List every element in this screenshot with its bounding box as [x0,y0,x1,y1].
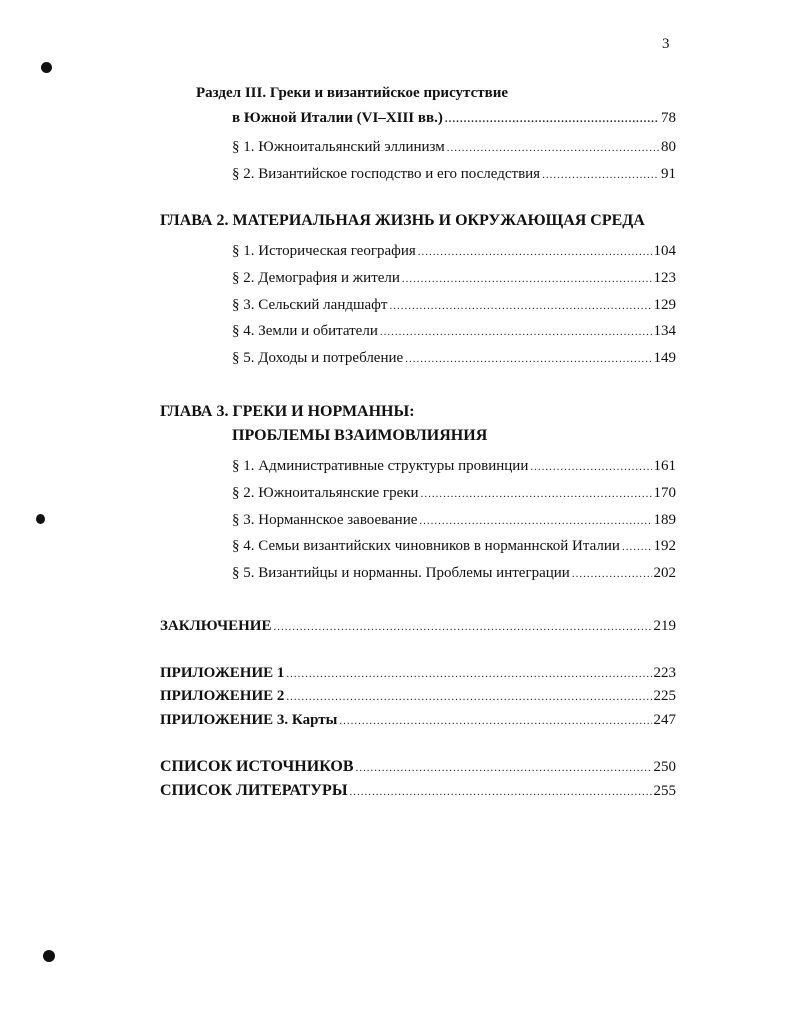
toc-entry-label: ПРИЛОЖЕНИЕ 1 [160,665,285,681]
chapter2-title: ГЛАВА 2. МАТЕРИАЛЬНАЯ ЖИЗНЬ И ОКРУЖАЮЩАЯ СРЕДА [160,212,645,229]
toc-entry-page: 189 [653,512,676,528]
dot-leader [418,246,652,258]
dot-leader [419,515,651,527]
toc-entry-label: ПРИЛОЖЕНИЕ 3. Карты [160,712,338,728]
dot-leader [286,668,651,680]
punch-hole-icon [43,950,55,962]
toc-entry[interactable] [232,243,676,260]
toc-entry-page: 202 [653,565,676,581]
toc-entry-page: 134 [653,323,676,339]
toc-entry-label: § 1. Административные структуры провинции [232,458,529,474]
toc-entry-label: § 3. Норманнское завоевание [232,512,418,528]
toc-entry-literature[interactable] [160,782,676,800]
toc-entry-page: 255 [653,783,676,799]
toc-entry-label: в Южной Италии (VI–XIII вв.) [232,110,443,126]
dot-leader [350,786,652,798]
toc-entry-label: § 5. Византийцы и норманны. Проблемы интеграции [232,565,570,581]
toc-entry-sources[interactable] [160,758,676,776]
toc-entry[interactable] [232,139,676,156]
dot-leader [380,326,652,338]
toc-entry[interactable] [232,297,676,314]
toc-entry[interactable] [232,166,676,183]
toc-entry-label: § 1. Южноитальянский эллинизм [232,139,445,155]
toc-entry-label: § 2. Южноитальянские греки [232,485,419,501]
dot-leader [402,273,652,285]
toc-entry-page: 225 [653,688,676,704]
toc-entry-label: § 2. Демография и жители [232,270,400,286]
dot-leader [445,113,659,125]
toc-entry[interactable] [232,270,676,287]
toc-entry-appendix[interactable] [160,665,676,682]
dot-leader [572,568,652,580]
toc-entry-label: ПРИЛОЖЕНИЕ 2 [160,688,285,704]
dot-leader [405,353,651,365]
toc-entry-page: 223 [653,665,676,681]
toc-entry[interactable] [232,565,676,582]
toc-entry-page: 250 [653,759,676,775]
punch-hole-icon [36,514,45,524]
toc-entry-appendix[interactable] [160,688,676,705]
toc-entry-label: СПИСОК ЛИТЕРАТУРЫ [160,782,348,799]
section3-title: Раздел III. Греки и византийское присутствие [196,85,509,101]
toc-entry[interactable] [232,458,676,475]
dot-leader [286,691,651,703]
toc-entry[interactable] [232,323,676,340]
toc-entry[interactable] [232,538,676,555]
toc-entry[interactable] [232,485,676,502]
toc-entry-label: ЗАКЛЮЧЕНИЕ [160,618,272,634]
toc-entry-label: § 2. Византийское господство и его последствия [232,166,541,182]
toc-entry-section3[interactable] [232,110,676,127]
toc-entry-label: СПИСОК ИСТОЧНИКОВ [160,758,354,775]
toc-entry-page: 129 [653,297,676,313]
dot-leader [447,142,659,154]
punch-hole-icon [41,62,52,73]
toc-entry-page: 123 [653,270,676,286]
chapter3-title: ГЛАВА 3. ГРЕКИ И НОРМАННЫ: [160,403,415,420]
toc-entry-label: § 4. Земли и обитатели [232,323,378,339]
dot-leader [542,169,659,181]
toc-entry-page: 104 [653,243,676,259]
toc-entry-page: 247 [653,712,676,728]
toc-entry-page: 192 [653,538,676,554]
toc-entry-conclusion[interactable] [160,618,676,635]
toc-entry[interactable] [232,350,676,367]
dot-leader [339,715,651,727]
toc-entry-page: 78 [661,110,676,126]
dot-leader [622,541,652,553]
toc-entry-label: § 3. Сельский ландшафт [232,297,388,313]
toc-entry-page: 91 [661,166,676,182]
dot-leader [389,300,651,312]
toc-entry-page: 149 [653,350,676,366]
toc-entry-page: 161 [653,458,676,474]
page-number: 3 [662,36,670,52]
toc-entry-page: 80 [661,139,676,155]
toc-entry-page: 170 [653,485,676,501]
dot-leader [356,762,652,774]
toc-entry[interactable] [232,512,676,529]
toc-entry-page: 219 [653,618,676,634]
toc-entry-label: § 4. Семьи византийских чиновников в норманнской Италии [232,538,620,554]
toc-entry-appendix[interactable] [160,712,676,729]
chapter3-subtitle: ПРОБЛЕМЫ ВЗАИМОВЛИЯНИЯ [232,427,488,444]
dot-leader [273,621,651,633]
toc-entry-label: § 5. Доходы и потребление [232,350,404,366]
toc-entry-label: § 1. Историческая география [232,243,416,259]
dot-leader [421,488,652,500]
dot-leader [530,461,651,473]
